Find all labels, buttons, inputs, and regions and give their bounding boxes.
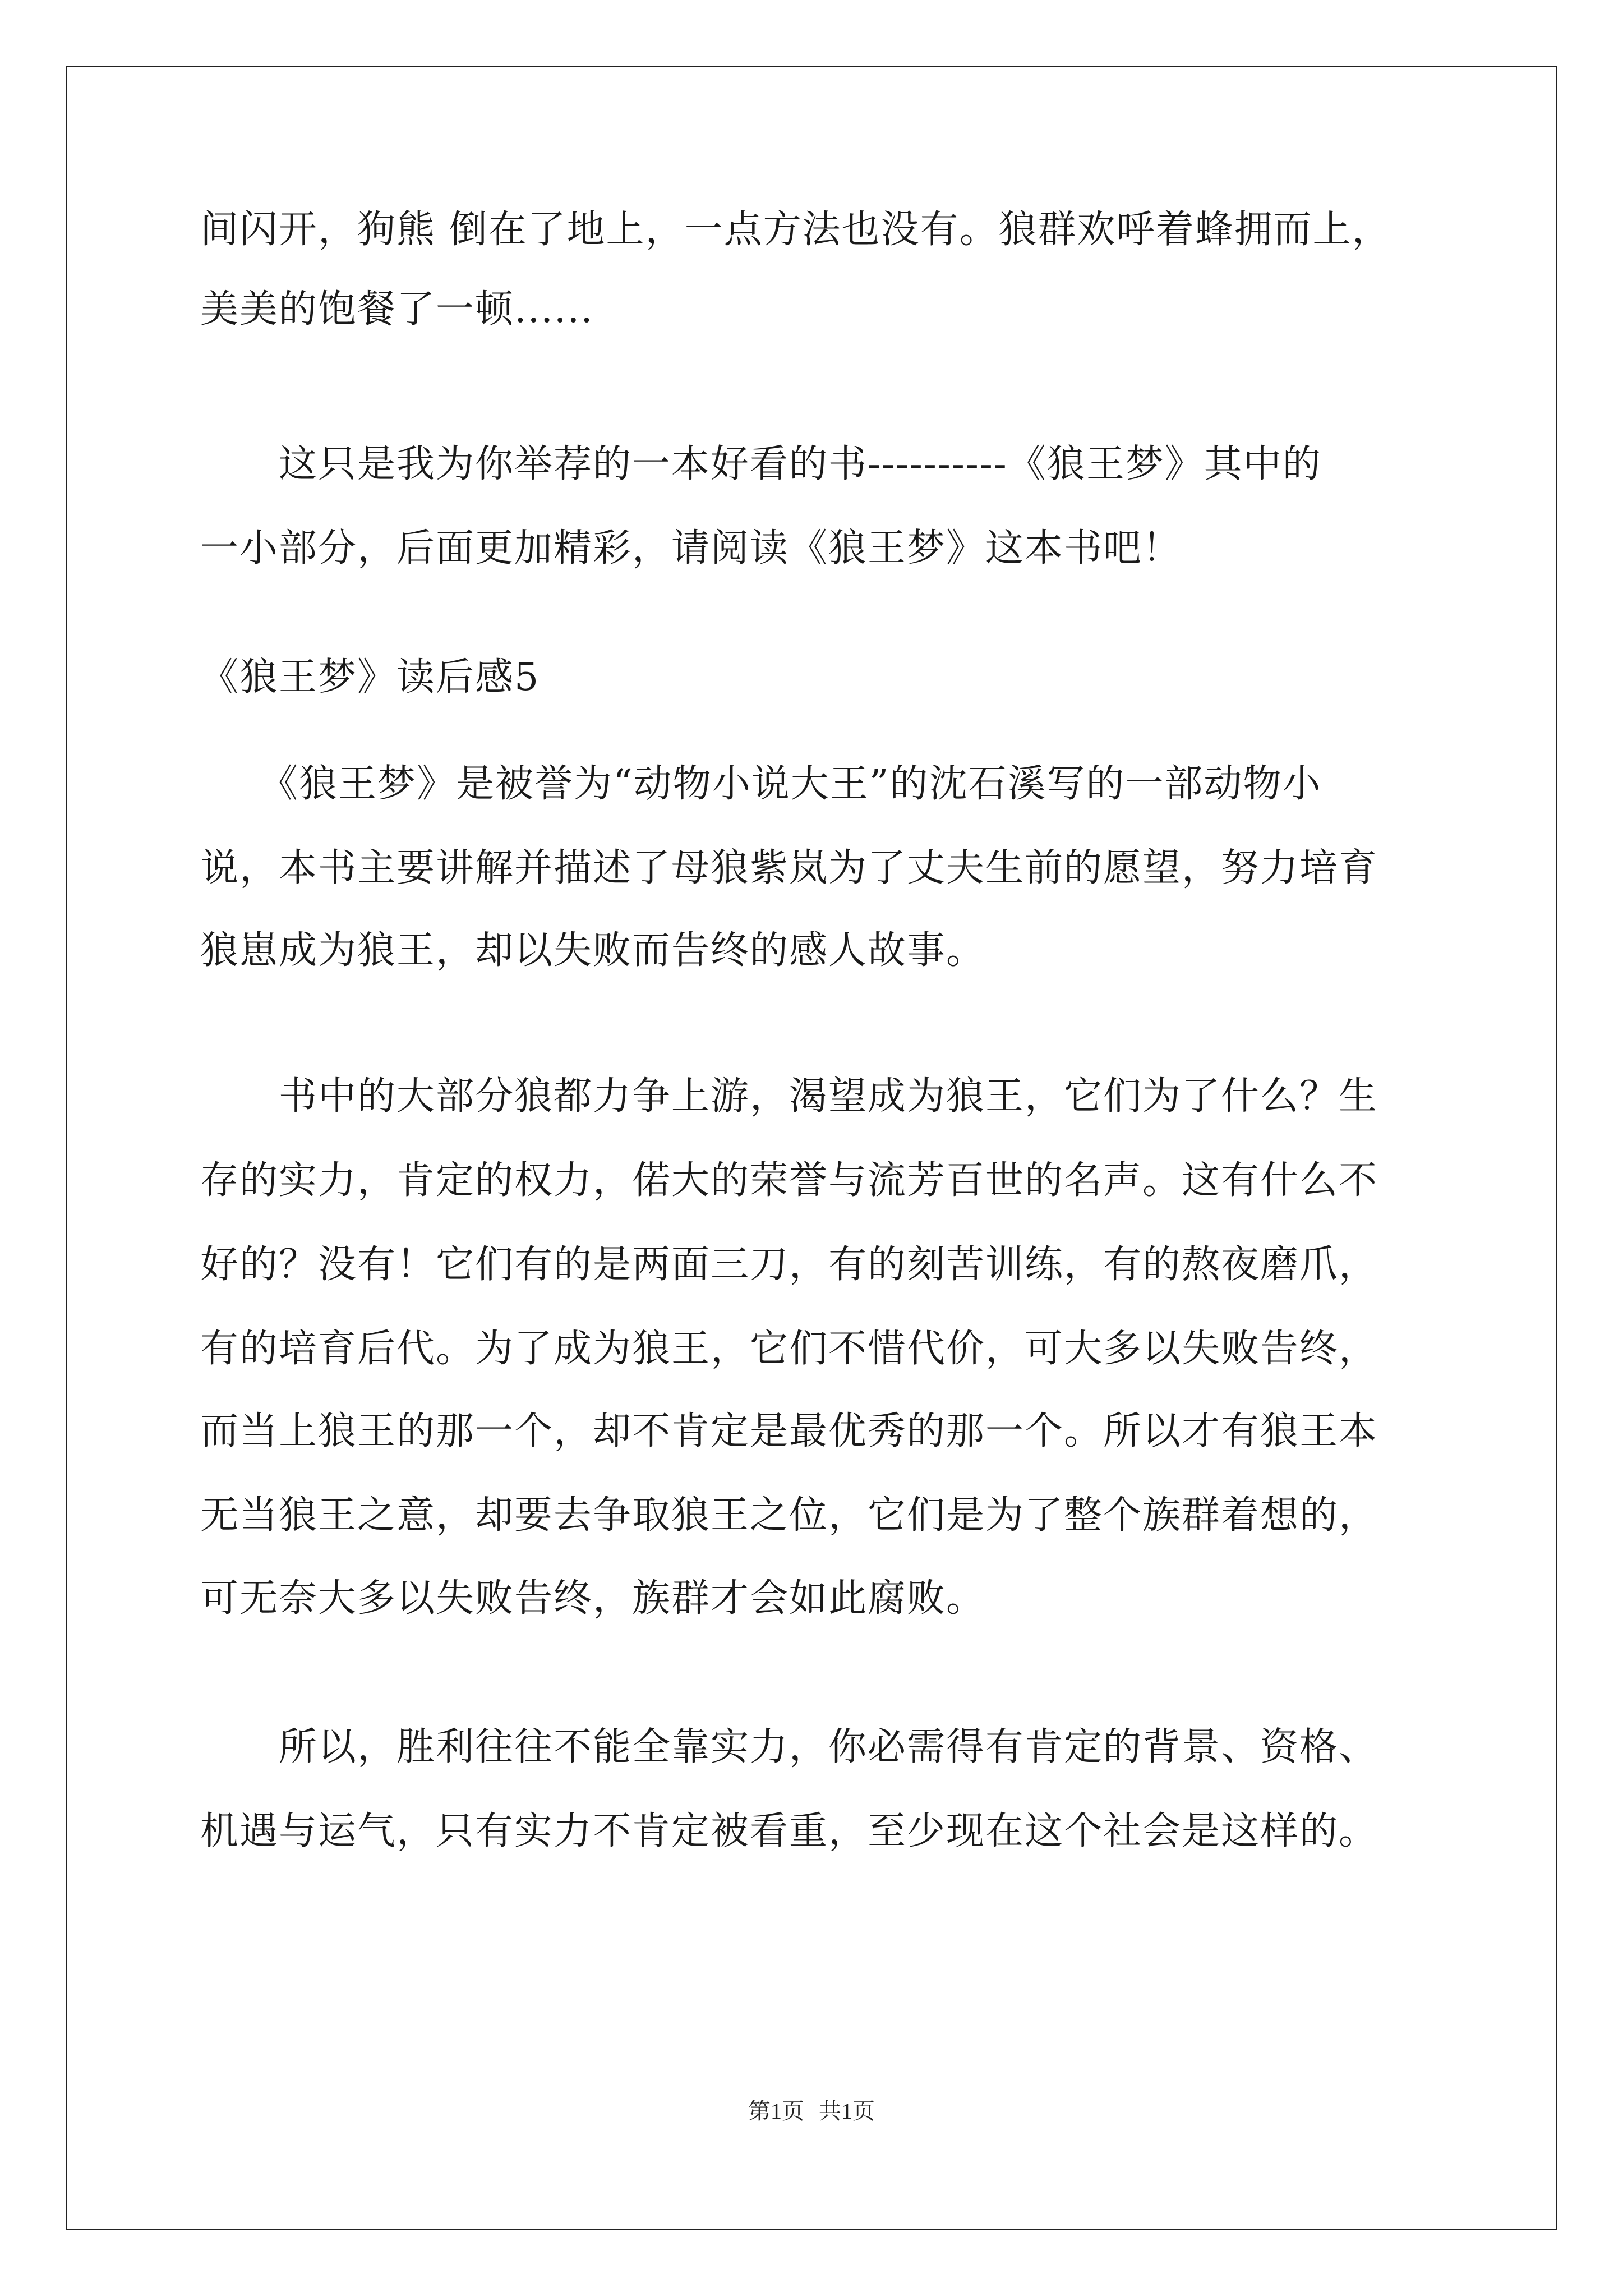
text-line: 美美的饱餐了一顿......	[200, 287, 594, 332]
text-line: 存的实力，肯定的权力，偌大的荣誉与流芳百世的名声。这有什么不	[200, 1158, 1378, 1203]
text-line: 机遇与运气，只有实力不肯定被看重，至少现在这个社会是这样的。	[200, 1809, 1378, 1853]
page-total: 共1页	[819, 2099, 875, 2124]
text-line: 而当上狼王的那一个，却不肯定是最优秀的那一个。所以才有狼王本	[200, 1409, 1378, 1453]
page-border	[66, 66, 1557, 2230]
text-line: 狼崽成为狼王，却以失败而告终的感人故事。	[200, 928, 986, 973]
text-line: 间闪开，狗熊 倒在了地上，一点方法也没有。狼群欢呼着蜂拥而上，	[200, 208, 1391, 252]
text-line: 无当狼王之意，却要去争取狼王之位，它们是为了整个族群着想的，	[200, 1493, 1378, 1538]
text-line: 好的？没有！它们有的是两面三刀，有的刻苦训练，有的熬夜磨爪，	[200, 1243, 1378, 1287]
text-line: 一小部分，后面更加精彩，请阅读《狼王梦》这本书吧！	[200, 526, 1182, 570]
text-line: 《狼王梦》是被誉为“动物小说大王”的沈石溪写的一部动物小	[200, 762, 1322, 806]
text-line: 有的培育后代。为了成为狼王，它们不惜代价，可大多以失败告终，	[200, 1327, 1378, 1371]
text-line: 书中的大部分狼都力争上游，渴望成为狼王，它们为了什么？生	[200, 1074, 1378, 1119]
text-line: 所以，胜利往往不能全靠实力，你必需得有肯定的背景、资格、	[200, 1725, 1378, 1769]
section-heading: 《狼王梦》读后感5	[200, 655, 540, 700]
text-line: 这只是我为你举荐的一本好看的书----------《狼王梦》其中的	[200, 442, 1322, 486]
text-line: 说，本书主要讲解并描述了母狼紫岚为了丈夫生前的愿望，努力培育	[200, 846, 1378, 890]
page-number: 第1页	[748, 2099, 804, 2124]
text-line: 可无奈大多以失败告终，族群才会如此腐败。	[200, 1576, 986, 1621]
page-footer	[0, 2099, 1623, 2124]
